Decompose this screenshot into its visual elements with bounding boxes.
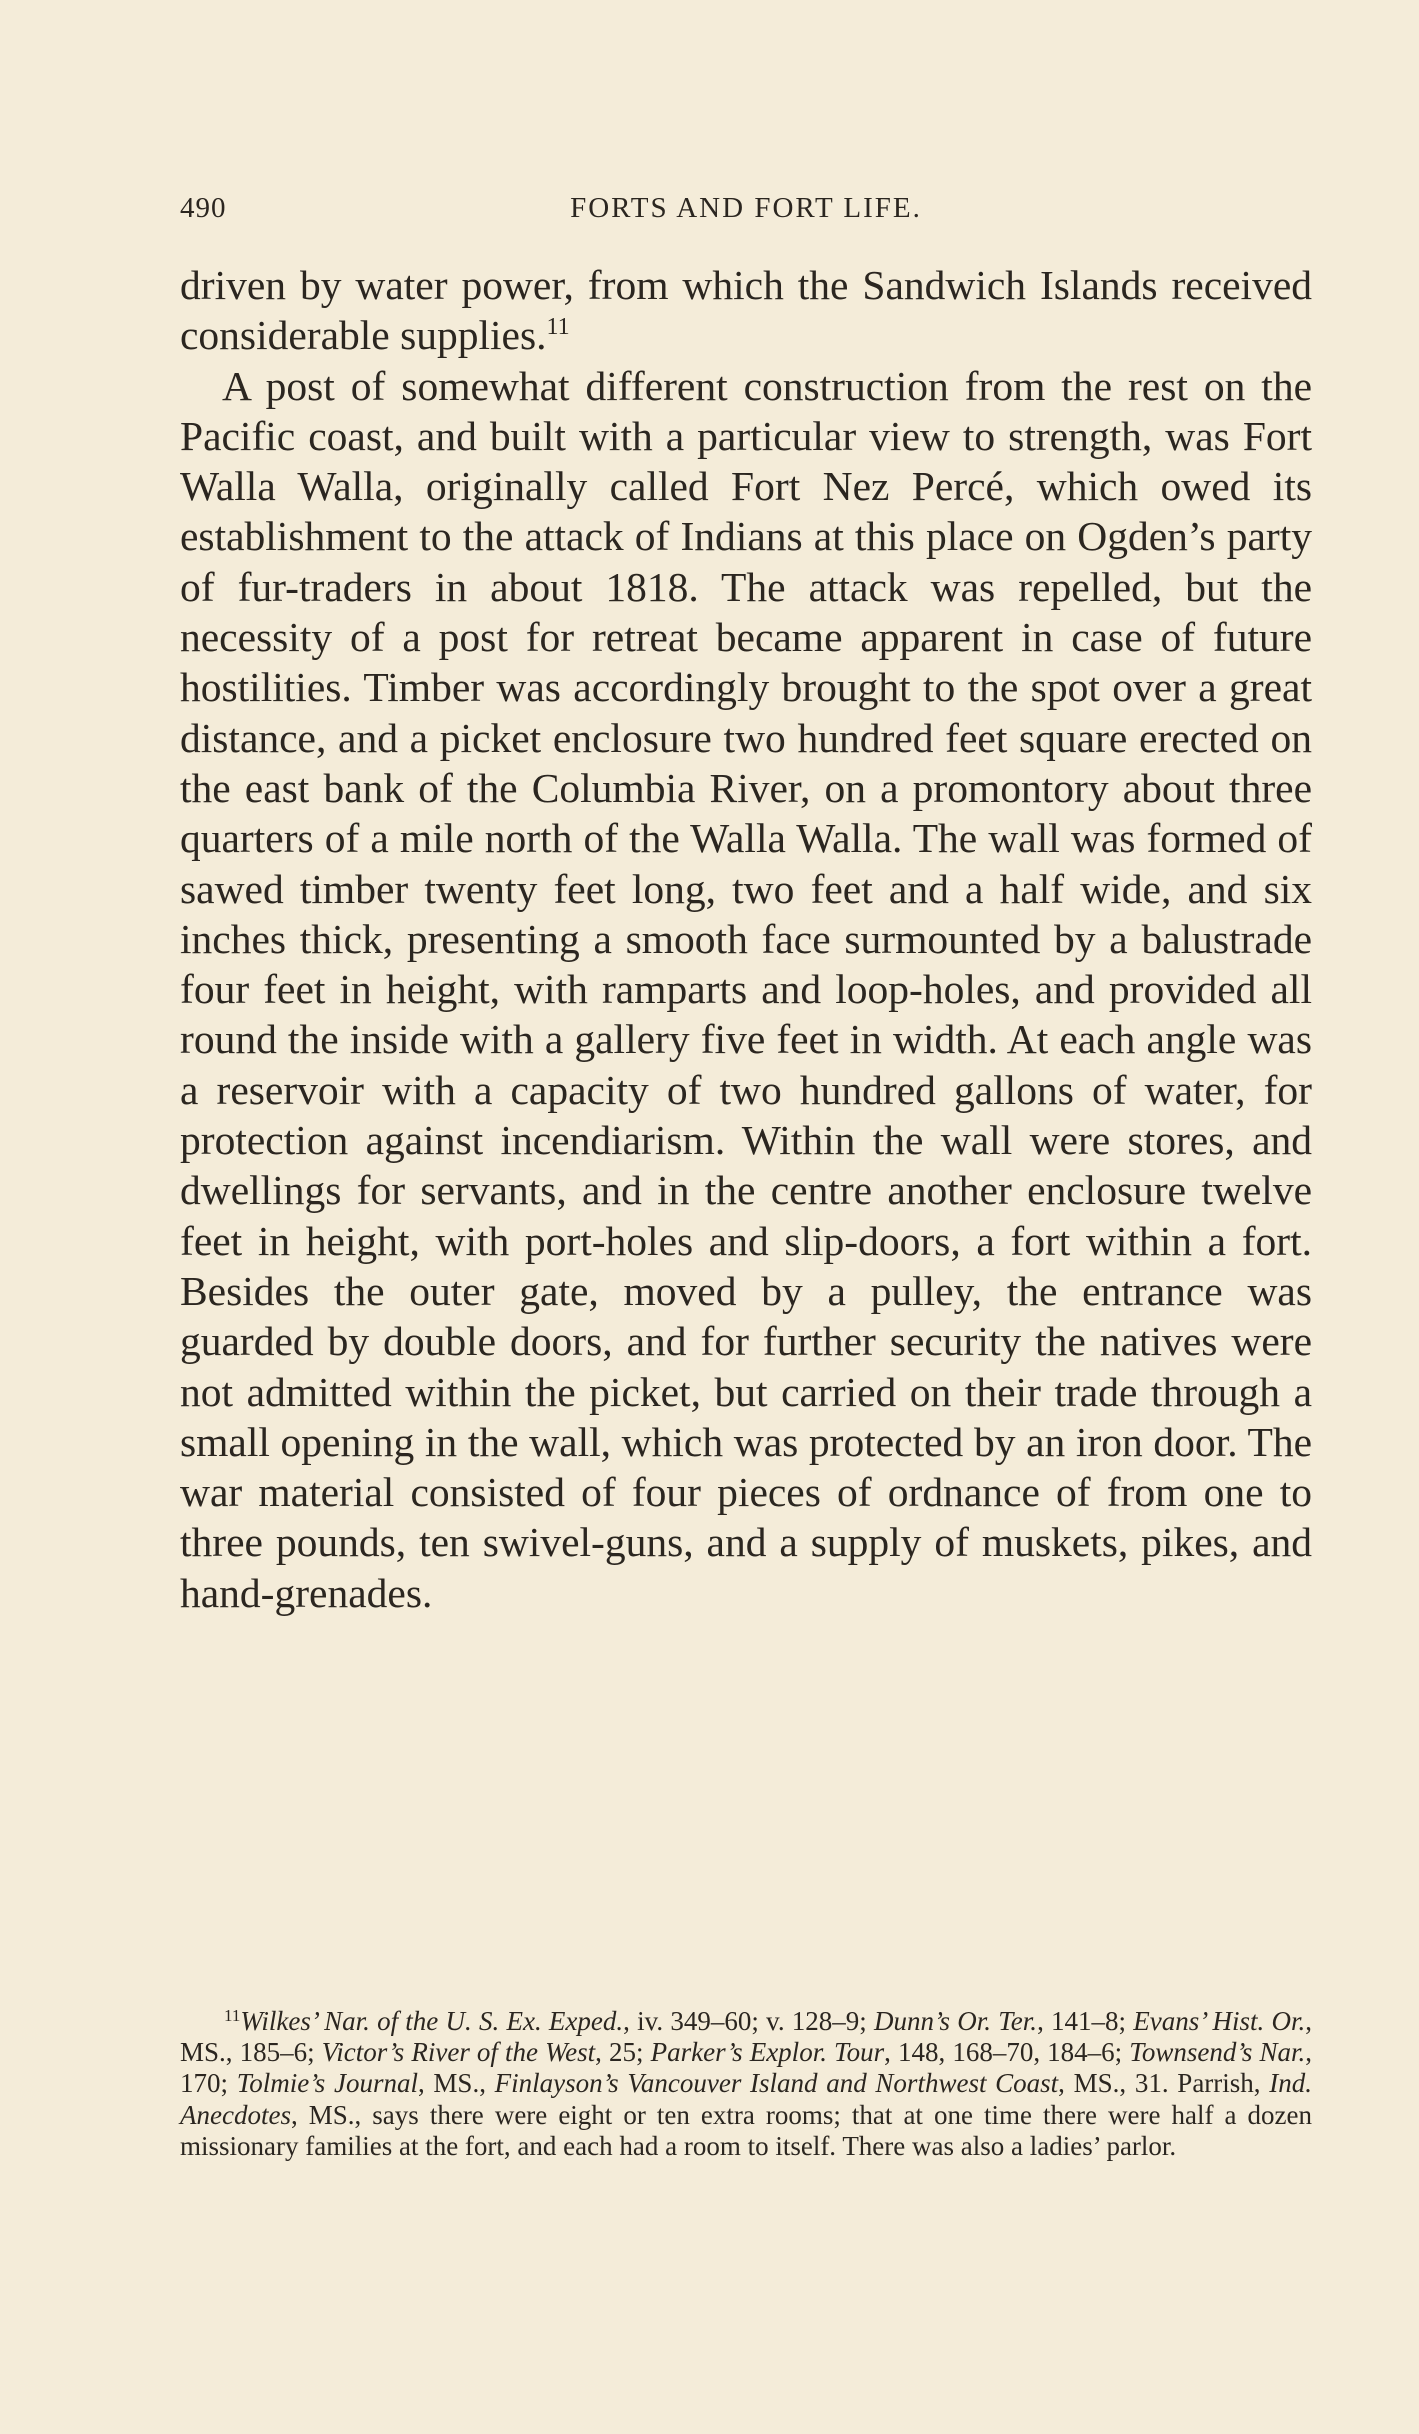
footnote-text-segment: , MS., says there were eight or ten extra rooms; that at one time there were half a dozen missionary families at the fort, and each had a room to itself. There was also a ladies’ parlor.	[180, 2099, 1312, 2161]
footnote-citation-title: Victor’s River of the West	[321, 2037, 596, 2068]
footnote-text-segment: , iv. 349–60; v. 128–9;	[623, 2006, 875, 2036]
footnote-text	[180, 2006, 1312, 2161]
footnote-text-segment: , MS.,	[417, 2068, 495, 2099]
footnote-text-segment: , 141–8;	[1037, 2006, 1134, 2036]
footnote-citation-title: Finlayson’s Vancouver Island and Northwest Coast	[494, 2068, 1059, 2099]
footnote-text-segment: , 148, 168–70, 184–6;	[884, 2037, 1130, 2068]
paragraph-1	[180, 260, 1312, 361]
body-text	[180, 260, 1312, 1618]
page-number: 490	[180, 192, 227, 224]
footnote-text-segment: , 25;	[595, 2037, 651, 2068]
footnote-citation-title: Evans’ Hist. Or.	[1133, 2006, 1306, 2036]
paragraph-1-text: driven by water power, from which the Sandwich Islands received considerable supplies.	[180, 262, 1312, 359]
footnote-citation-title: Dunn’s Or. Ter.	[874, 2006, 1038, 2036]
footnote	[180, 2006, 1312, 2162]
footnote-citation-title: Townsend’s Nar.	[1129, 2037, 1306, 2068]
running-head	[180, 192, 1312, 232]
footnote-text-segment: , MS., 185–6;	[180, 2006, 1312, 2068]
footnote-citation-title: Ind. Anecdotes	[180, 2068, 1312, 2130]
footnote-text-segment: , MS., 31. Parrish,	[1058, 2068, 1270, 2099]
footnote-text-segment: , 170;	[180, 2037, 1312, 2099]
footnote-paragraph	[180, 2006, 1312, 2162]
footnote-marker: 11	[224, 2006, 241, 2025]
footnote-citation-title: Wilkes’ Nar. of the U. S. Ex. Exped.	[240, 2006, 624, 2036]
footnote-reference: 11	[546, 314, 570, 341]
footnote-citation-title: Parker’s Explor. Tour	[650, 2037, 885, 2068]
running-title: FORTS AND FORT LIFE.	[570, 192, 922, 224]
paragraph-2: A post of somewhat different construction from the rest on the Pacific coast, and built with a particular view to strength, was Fort Walla Walla, originally called Fort Nez Percé, which owed its establishment to the attack of Indians at this place on Ogden’s party of fur-traders in about 1818. The attack was repelled, but the necessity of a post for retreat became apparent in case of future hostilities. Timber was accordingly brought to the spot over a great distance, and a picket enclosure two hundred feet square erected on the east bank of the Columbia River, on a promontory about three quarters of a mile north of the Walla Walla. The wall was formed of sawed timber twenty feet long, two feet and a half wide, and six inches thick, presenting a smooth face surmounted by a balustrade four feet in height, with ramparts and loop-holes, and provided all round the inside with a gallery five feet in width. At each angle was a reservoir with a capacity of two hundred gallons of water, for protection against incendiarism. Within the wall were stores, and dwellings for servants, and in the centre another enclosure twelve feet in height, with port-holes and slip-doors, a fort within a fort. Besides the outer gate, moved by a pulley, the entrance was guarded by double doors, and for further security the natives were not admitted within the picket, but carried on their trade through a small opening in the wall, which was protected by an iron door. The war material consisted of four pieces of ordnance of from one to three pounds, ten swivel-guns, and a supply of muskets, pikes, and hand-grenades.	[180, 362, 1312, 1616]
footnote-citation-title: Tolmie’s Journal	[236, 2068, 418, 2099]
